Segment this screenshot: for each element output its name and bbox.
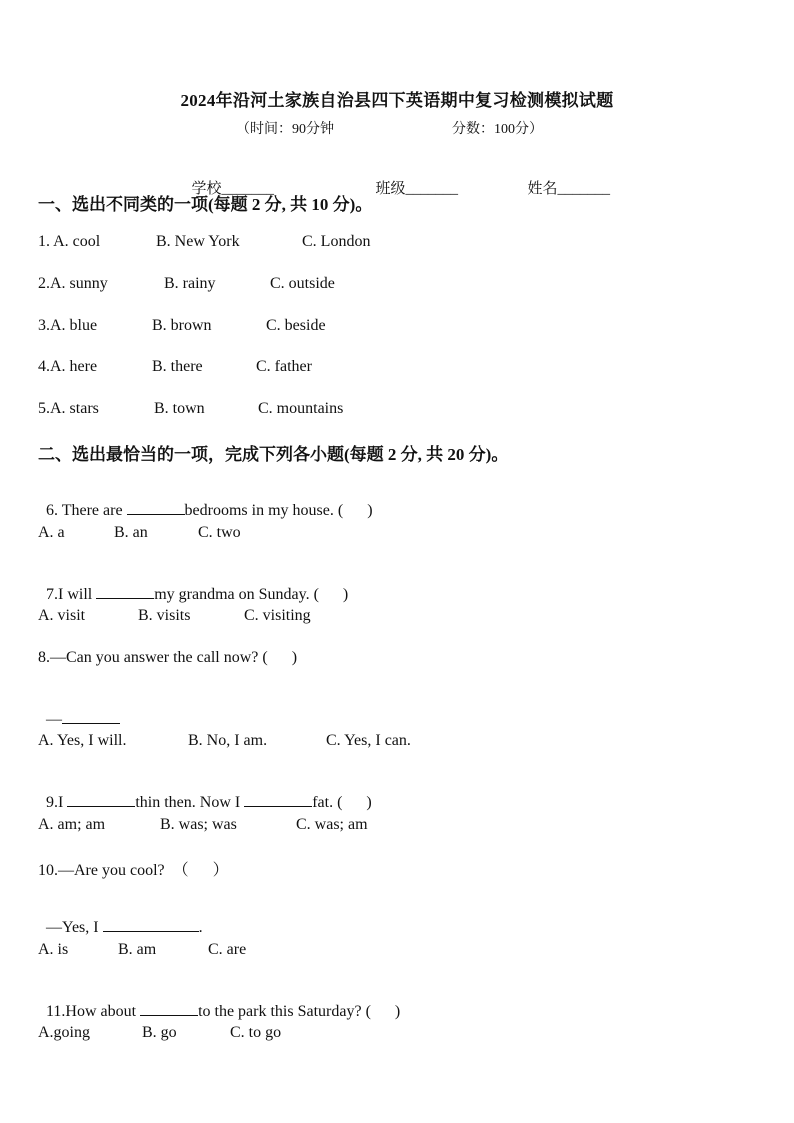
question-10-option-b[interactable]: B. am	[118, 941, 157, 958]
question-8-option-c[interactable]: C. Yes, I can.	[326, 732, 411, 749]
question-5-option-b: B. town	[154, 400, 205, 417]
question-11-option-a[interactable]: A.going	[38, 1024, 90, 1041]
class-blank: _______	[405, 181, 459, 197]
answer-blank[interactable]	[140, 1001, 198, 1016]
answer-blank[interactable]	[67, 792, 135, 807]
question-11-option-c[interactable]: C. to go	[230, 1024, 282, 1041]
question-3-option-b: B. brown	[152, 317, 212, 334]
question-9-option-c[interactable]: C. was; am	[296, 816, 368, 833]
question-4-option-c: C. father	[256, 358, 312, 375]
question-10-response: —Yes, I .	[46, 919, 203, 936]
name-blank: _______	[557, 181, 611, 197]
question-6-option-a[interactable]: A. a	[38, 524, 65, 541]
question-1-option-a: 1. A. cool	[38, 233, 101, 250]
question-8-stem: 8.—Can you answer the call now? ( )	[38, 649, 298, 666]
question-6-stem: 6. There are bedrooms in my house. ( )	[46, 502, 373, 519]
section-1-title: 一、选出不同类的一项(每题 2 分, 共 10 分)。	[38, 195, 373, 214]
exam-time: （时间：90分钟	[236, 122, 334, 137]
question-9-stem: 9.I thin then. Now I fat. ( )	[46, 794, 372, 811]
question-3-option-a: 3.A. blue	[38, 317, 98, 334]
question-8-option-a[interactable]: A. Yes, I will.	[38, 732, 127, 749]
section-2-title: 二、选出最恰当的一项，完成下列各小题(每题 2 分, 共 20 分)。	[38, 445, 509, 464]
question-5-option-a: 5.A. stars	[38, 400, 99, 417]
question-8-option-b[interactable]: B. No, I am.	[188, 732, 268, 749]
question-1-option-c: C. London	[302, 233, 371, 250]
page-title: 2024年沿河土家族自治县四下英语期中复习检测模拟试题	[180, 91, 614, 110]
answer-blank[interactable]	[127, 500, 185, 515]
answer-blank[interactable]	[103, 917, 199, 932]
question-7-option-b[interactable]: B. visits	[138, 607, 191, 624]
answer-blank[interactable]	[244, 792, 312, 807]
question-11-option-b[interactable]: B. go	[142, 1024, 177, 1041]
question-9-option-a[interactable]: A. am; am	[38, 816, 106, 833]
question-4-option-a: 4.A. here	[38, 358, 98, 375]
class-label: 班级	[375, 181, 406, 197]
question-11-stem: 11.How about to the park this Saturday? ( )	[46, 1003, 401, 1020]
answer-blank[interactable]	[96, 584, 154, 599]
question-2-option-c: C. outside	[270, 275, 335, 292]
name-field[interactable]	[520, 160, 610, 198]
question-4-option-b: B. there	[152, 358, 203, 375]
question-8-response: —	[38, 691, 120, 729]
question-10-option-a[interactable]: A. is	[38, 941, 69, 958]
question-10-stem: 10.—Are you cool? （ ）	[38, 862, 229, 879]
name-label: 姓名	[527, 181, 558, 197]
question-2-option-a: 2.A. sunny	[38, 275, 108, 292]
question-2-option-b: B. rainy	[164, 275, 216, 292]
school-label: 学校	[191, 181, 222, 197]
exam-score: 分数：100分）	[452, 122, 543, 137]
question-6-option-b[interactable]: B. an	[114, 524, 148, 541]
question-6-option-c[interactable]: C. two	[198, 524, 241, 541]
question-1-option-b: B. New York	[156, 233, 240, 250]
school-blank: _______	[221, 181, 275, 197]
question-7-stem: 7.I will my grandma on Sunday. ( )	[46, 586, 349, 603]
answer-blank[interactable]	[62, 709, 120, 724]
question-7-option-c[interactable]: C. visiting	[244, 607, 311, 624]
question-7-option-a[interactable]: A. visit	[38, 607, 86, 624]
question-3-option-c: C. beside	[266, 317, 326, 334]
question-9-option-b[interactable]: B. was; was	[160, 816, 237, 833]
question-10-option-c[interactable]: C. are	[208, 941, 247, 958]
question-5-option-c: C. mountains	[258, 400, 344, 417]
class-field[interactable]	[368, 160, 458, 198]
